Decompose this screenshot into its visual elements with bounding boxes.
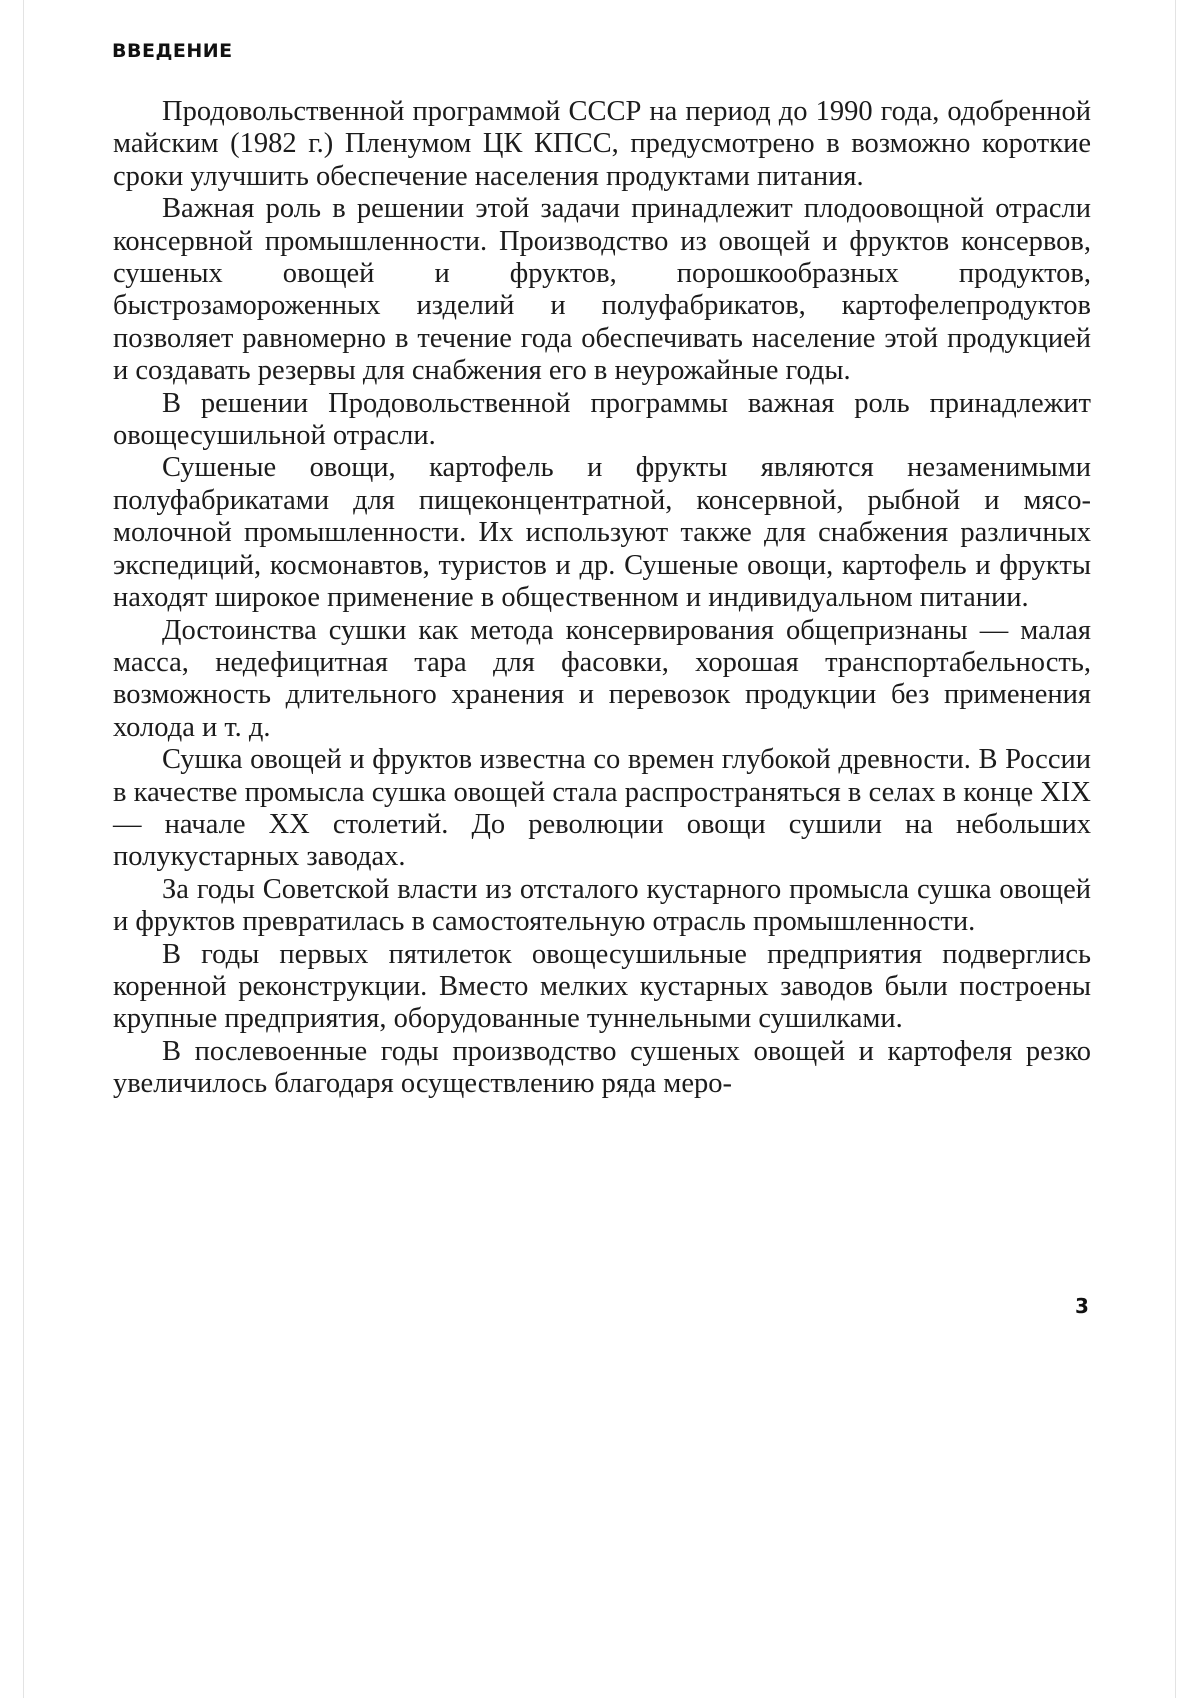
section-heading: ВВЕДЕНИЕ	[112, 40, 233, 62]
paragraph: Важная роль в решении этой задачи принадлежит плодоовощной отрасли консервной промышленности. Производство из овощей и фруктов консервов, сушеных овощей и фруктов, порошкообразных продуктов, быстрозамороженных изделий и полуфабрикатов, картофелепродуктов позволяет равномерно в течение года обеспечивать население этой продукцией и создавать резервы для снабжения его в неурожайные годы.	[113, 193, 1091, 387]
paragraph: За годы Советской власти из отсталого кустарного промысла сушка овощей и фруктов превратилась в самостоятельную отрасль промышленности.	[113, 874, 1091, 939]
document-page	[0, 0, 1200, 1698]
page-right-edge	[1175, 0, 1176, 1698]
page-number: 3	[1075, 1294, 1089, 1318]
page-left-edge	[23, 0, 24, 1698]
body-text	[113, 96, 1091, 1101]
paragraph: Продовольственной программой СССР на период до 1990 года, одобренной майским (1982 г.) Пленумом ЦК КПСС, предусмотрено в возможно короткие сроки улучшить обеспечение населения продуктами питания.	[113, 96, 1091, 193]
paragraph: В годы первых пятилеток овощесушильные предприятия подверглись коренной реконструкции. Вместо мелких кустарных заводов были построены крупные предприятия, оборудованные туннельными сушилками.	[113, 939, 1091, 1036]
paragraph: Достоинства сушки как метода консервирования общепризнаны — малая масса, недефицитная тара для фасовки, хорошая транспортабельность, возможность длительного хранения и перевозок продукции без применения холода и т. д.	[113, 615, 1091, 745]
paragraph: В решении Продовольственной программы важная роль принадлежит овощесушильной отрасли.	[113, 388, 1091, 453]
paragraph: В послевоенные годы производство сушеных овощей и картофеля резко увеличилось благодаря осуществлению ряда меро-	[113, 1036, 1091, 1101]
paragraph: Сушеные овощи, картофель и фрукты являются незаменимыми полуфабрикатами для пищеконцентратной, консервной, рыбной и мясо-молочной промышленности. Их используют также для снабжения различных экспедиций, космонавтов, туристов и др. Сушеные овощи, картофель и фрукты находят широкое применение в общественном и индивидуальном питании.	[113, 452, 1091, 614]
paragraph: Сушка овощей и фруктов известна со времен глубокой древности. В России в качестве промысла сушка овощей стала распространяться в селах в конце XIX — начале XX столетий. До революции овощи сушили на небольших полукустарных заводах.	[113, 744, 1091, 874]
